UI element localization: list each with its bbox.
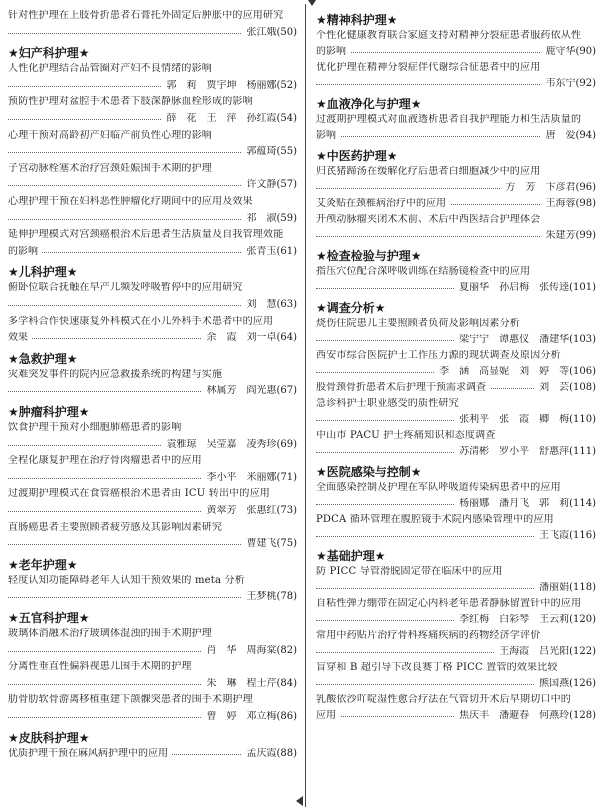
article-title[interactable]: 常用中药贴片治疗骨科疼痛疾病的药物经济学评价 xyxy=(316,630,541,641)
article-title-with-authors[interactable] xyxy=(8,748,297,760)
author-page: 张利平 张 霞 卿 梅(110) xyxy=(455,414,596,425)
article-title-with-authors[interactable] xyxy=(8,332,297,344)
author-page: 韦东宁(92) xyxy=(541,78,596,89)
article-title[interactable]: 饮食护理干预对小细胞肺癌患者的影响 xyxy=(8,422,182,433)
author-page: 许文静(57) xyxy=(242,179,297,190)
article-authors xyxy=(8,538,297,550)
article-authors xyxy=(316,282,596,294)
author-page: 刘 芸(108) xyxy=(535,382,596,393)
article-authors xyxy=(8,299,297,311)
article-title-with-authors[interactable] xyxy=(316,382,596,394)
author-page: 余 霞 刘一卓(64) xyxy=(202,332,297,343)
article-authors xyxy=(316,414,596,426)
article-authors xyxy=(316,334,596,346)
article-title[interactable]: 心理护理干预在妇科恶性肿瘤化疗期间中的应用及效果 xyxy=(8,196,253,207)
author-page: 王梦桃(78) xyxy=(242,591,297,602)
section-heading: ★儿科护理★ xyxy=(8,265,78,280)
article-authors xyxy=(8,505,297,517)
author-page: 刘 慧(63) xyxy=(242,299,297,310)
author-page: 黄翠芳 张惠红(73) xyxy=(202,505,297,516)
section-heading: ★医院感染与控制★ xyxy=(316,465,422,479)
article-title[interactable]: 的影响 xyxy=(316,46,350,58)
article-title[interactable]: 盲穿和 B 超引导下改良赛丁格 PICC 置管的效果比较 xyxy=(316,662,558,673)
article-title[interactable]: 艾灸贴在颈椎病治疗中的应用 xyxy=(316,198,450,210)
article-title[interactable]: 烧伤住院患儿主要照顾者负荷及影响因素分析 xyxy=(316,318,520,329)
article-authors xyxy=(316,78,596,90)
article-authors xyxy=(8,472,297,484)
section-heading: ★皮肤科护理★ xyxy=(8,730,90,745)
article-title[interactable]: 防 PICC 导管滑脱固定带在临床中的应用 xyxy=(316,566,503,577)
article-title[interactable]: 过渡期护理模式在食管癌根治术患者由 ICU 转出中的应用 xyxy=(8,488,270,500)
author-page: 曾 婷 邓立梅(86) xyxy=(202,711,297,722)
author-page: 薛 花 王 萍 孙红霞(54) xyxy=(162,113,297,124)
author-page: 苏清彬 罗小平 舒惠萍(111) xyxy=(455,446,596,457)
section-heading: ★血液净化与护理★ xyxy=(316,97,422,111)
author-page: 方 芳 卞彦君(96) xyxy=(501,182,596,193)
author-page: 肖 华 周海棠(82) xyxy=(202,645,297,656)
author-page: 孟庆霞(88) xyxy=(242,748,297,759)
article-title[interactable]: 的影响 xyxy=(8,246,42,258)
author-page: 夏丽华 孙启梅 张传逵(101) xyxy=(455,282,596,293)
author-page: 朱建芳(99) xyxy=(541,230,596,241)
article-authors xyxy=(8,439,297,451)
article-authors xyxy=(8,385,297,397)
article-authors xyxy=(8,179,297,191)
article-title[interactable]: 子宫动脉栓塞术治疗宫颈妊娠围手术期的护理 xyxy=(8,162,212,174)
author-page: 潘丽娟(118) xyxy=(535,582,596,593)
article-title[interactable]: 乳酸依沙吖啶湿性愈合疗法在气管切开术后早期切口中的 xyxy=(316,694,571,705)
column-divider xyxy=(305,4,306,807)
article-authors xyxy=(8,80,297,92)
article-authors xyxy=(316,366,596,378)
author-page: 郭 莉 贾宇坤 杨丽娜(52) xyxy=(162,80,297,91)
section-heading: ★急救护理★ xyxy=(8,351,78,366)
article-authors xyxy=(316,678,596,690)
author-page: 曹建飞(75) xyxy=(242,538,297,549)
author-page: 张江娥(50) xyxy=(242,27,297,38)
article-title[interactable]: 全面感染控制及护理在军队呼吸道传染病患者中的应用 xyxy=(316,482,561,493)
article-title[interactable]: 个性化健康教育联合家庭支持对精神分裂症患者服药依从性 xyxy=(316,30,582,41)
article-title[interactable]: 轻度认知功能障碍老年人认知干预效果的 meta 分析 xyxy=(8,574,245,586)
article-authors xyxy=(316,614,596,626)
author-page: 焦庆丰 潘避春 何燕玲(128) xyxy=(455,710,596,721)
article-title-with-authors[interactable] xyxy=(8,246,297,258)
author-page: 梁宁宁 谭惠仪 潘建华(103) xyxy=(455,334,596,345)
article-title[interactable]: 指压穴位配合深呼吸训练在结肠镜检查中的应用 xyxy=(316,266,531,277)
article-title[interactable]: 西安市综合医院护士工作压力源的现状调查及原因分析 xyxy=(316,350,561,361)
article-authors xyxy=(8,645,297,657)
article-authors xyxy=(8,678,297,690)
author-page: 张青玉(61) xyxy=(242,246,297,257)
author-page: 袁雅琼 吴莹嘉 凌秀珍(69) xyxy=(162,439,297,450)
article-title-with-authors[interactable] xyxy=(316,46,596,58)
article-title[interactable]: 人性化护理结合品管圈对产妇不良情绪的影响 xyxy=(8,63,212,75)
article-authors xyxy=(8,711,297,723)
article-authors xyxy=(316,582,596,594)
section-heading: ★检查检验与护理★ xyxy=(316,249,422,263)
article-title[interactable]: 心理干预对高龄初产妇临产前负性心理的影响 xyxy=(8,129,212,141)
author-page: 王海霞 吕光阳(122) xyxy=(495,646,596,657)
author-page: 李 涵 高显妮 刘 婷 等(106) xyxy=(435,366,596,377)
author-page: 李红梅 白彩琴 王云莉(120) xyxy=(455,614,596,625)
article-title[interactable]: 优质护理干预在麻风病护理中的应用 xyxy=(8,748,172,760)
article-authors xyxy=(8,146,297,158)
article-title[interactable]: 直肠癌患者主要照顾者疲劳感及其影响因素研究 xyxy=(8,521,223,533)
author-page: 祁 淑(59) xyxy=(242,213,297,224)
section-heading: ★精神科护理★ xyxy=(316,13,398,27)
author-page: 杨丽娜 潘月飞 郭 莉(114) xyxy=(455,498,596,509)
article-authors xyxy=(316,646,596,658)
author-page: 林属芳 阎光惠(67) xyxy=(202,385,297,396)
article-title[interactable]: 肋骨肋软骨游离移植重建下颌髁突患者的围手术期护理 xyxy=(8,694,253,706)
article-title[interactable]: 影响 xyxy=(316,130,340,142)
author-page: 王海蓉(98) xyxy=(541,198,596,209)
article-title[interactable]: 中山市 PACU 护士疼痛知识和态度调查 xyxy=(316,430,496,441)
article-title[interactable]: 优化护理在精神分裂症伴代谢综合征患者中的应用 xyxy=(316,62,541,73)
article-authors xyxy=(316,230,596,242)
article-title[interactable]: 急诊科护士职业感受的质性研究 xyxy=(316,398,459,409)
author-page: 熊国燕(126) xyxy=(535,678,596,689)
section-heading: ★老年护理★ xyxy=(8,557,78,572)
article-authors xyxy=(8,27,297,39)
article-title[interactable]: 归芪猪蹄汤在缓解化疗后患者白细胞减少中的应用 xyxy=(316,166,541,177)
author-page: 朱 琳 程士芹(84) xyxy=(202,678,297,689)
article-title[interactable]: 玻璃体消融术治疗玻璃体混浊的围手术期护理 xyxy=(8,628,212,639)
article-title[interactable]: 效果 xyxy=(8,332,32,344)
article-authors xyxy=(316,498,596,510)
article-authors xyxy=(316,182,596,194)
article-authors xyxy=(8,113,297,125)
author-page: 郭蕴琦(55) xyxy=(242,146,297,157)
article-title[interactable]: 应用 xyxy=(316,710,340,722)
section-heading: ★妇产科护理★ xyxy=(8,46,90,61)
author-page: 鹿守华(90) xyxy=(541,46,596,57)
article-title[interactable]: 延伸护理模式对宫颈癌根治术后患者生活质量及自我管理效能 xyxy=(8,229,284,241)
article-title[interactable]: 俯卧位联合抚触在早产儿频发呼吸暂停中的应用研究 xyxy=(8,282,243,294)
article-title[interactable]: 过渡期护理模式对血液透析患者自我护理能力和生活质量的 xyxy=(316,114,582,125)
article-title[interactable]: 分离性垂直性偏斜视患儿围手术期的护理 xyxy=(8,661,192,673)
article-authors xyxy=(8,591,297,603)
article-title[interactable]: 开颅动脉瘤夹闭术术前、术后中西医结合护理体会 xyxy=(316,214,541,225)
section-heading: ★基础护理★ xyxy=(316,549,386,563)
article-title-with-authors[interactable] xyxy=(316,130,596,142)
bottom-triangle-marker xyxy=(296,796,303,806)
article-authors xyxy=(316,446,596,458)
article-title[interactable]: 全程化康复护理在治疗骨肉瘤患者中的应用 xyxy=(8,455,202,467)
section-heading: ★肿瘤科护理★ xyxy=(8,405,90,419)
article-title-with-authors[interactable] xyxy=(316,710,596,722)
section-heading: ★调查分析★ xyxy=(316,301,386,315)
article-title[interactable]: PDCA 循环管理在腹腔镜手术院内感染管理中的应用 xyxy=(316,514,554,525)
article-title[interactable]: 股骨颈骨折患者术后护理干预需求调查 xyxy=(316,382,490,394)
author-page: 李小平 米丽娜(71) xyxy=(202,472,297,483)
article-title[interactable]: 自粘性弹力绷带在固定心内科老年患者静脉留置针中的应用 xyxy=(316,598,582,609)
section-heading: ★中医药护理★ xyxy=(316,149,398,163)
top-triangle-marker xyxy=(308,0,316,6)
article-authors xyxy=(8,213,297,225)
article-title-with-authors[interactable] xyxy=(316,198,596,210)
article-title[interactable]: 预防性护理对盆腔手术患者下肢深静脉血栓形成的影响 xyxy=(8,96,253,108)
author-page: 王飞霞(116) xyxy=(535,530,596,541)
article-title[interactable]: 灾难突发事件的院内应急救援系统的构建与实施 xyxy=(8,368,223,380)
article-authors xyxy=(316,530,596,542)
section-heading: ★五官科护理★ xyxy=(8,611,90,625)
article-title[interactable]: 针对性护理在上肢骨折患者石膏托外固定后肿胀中的应用研究 xyxy=(8,10,284,21)
article-title[interactable]: 多学科合作快速康复外科模式在小儿外科手术患者中的应用 xyxy=(8,315,274,327)
author-page: 唐 爱(94) xyxy=(541,130,596,141)
